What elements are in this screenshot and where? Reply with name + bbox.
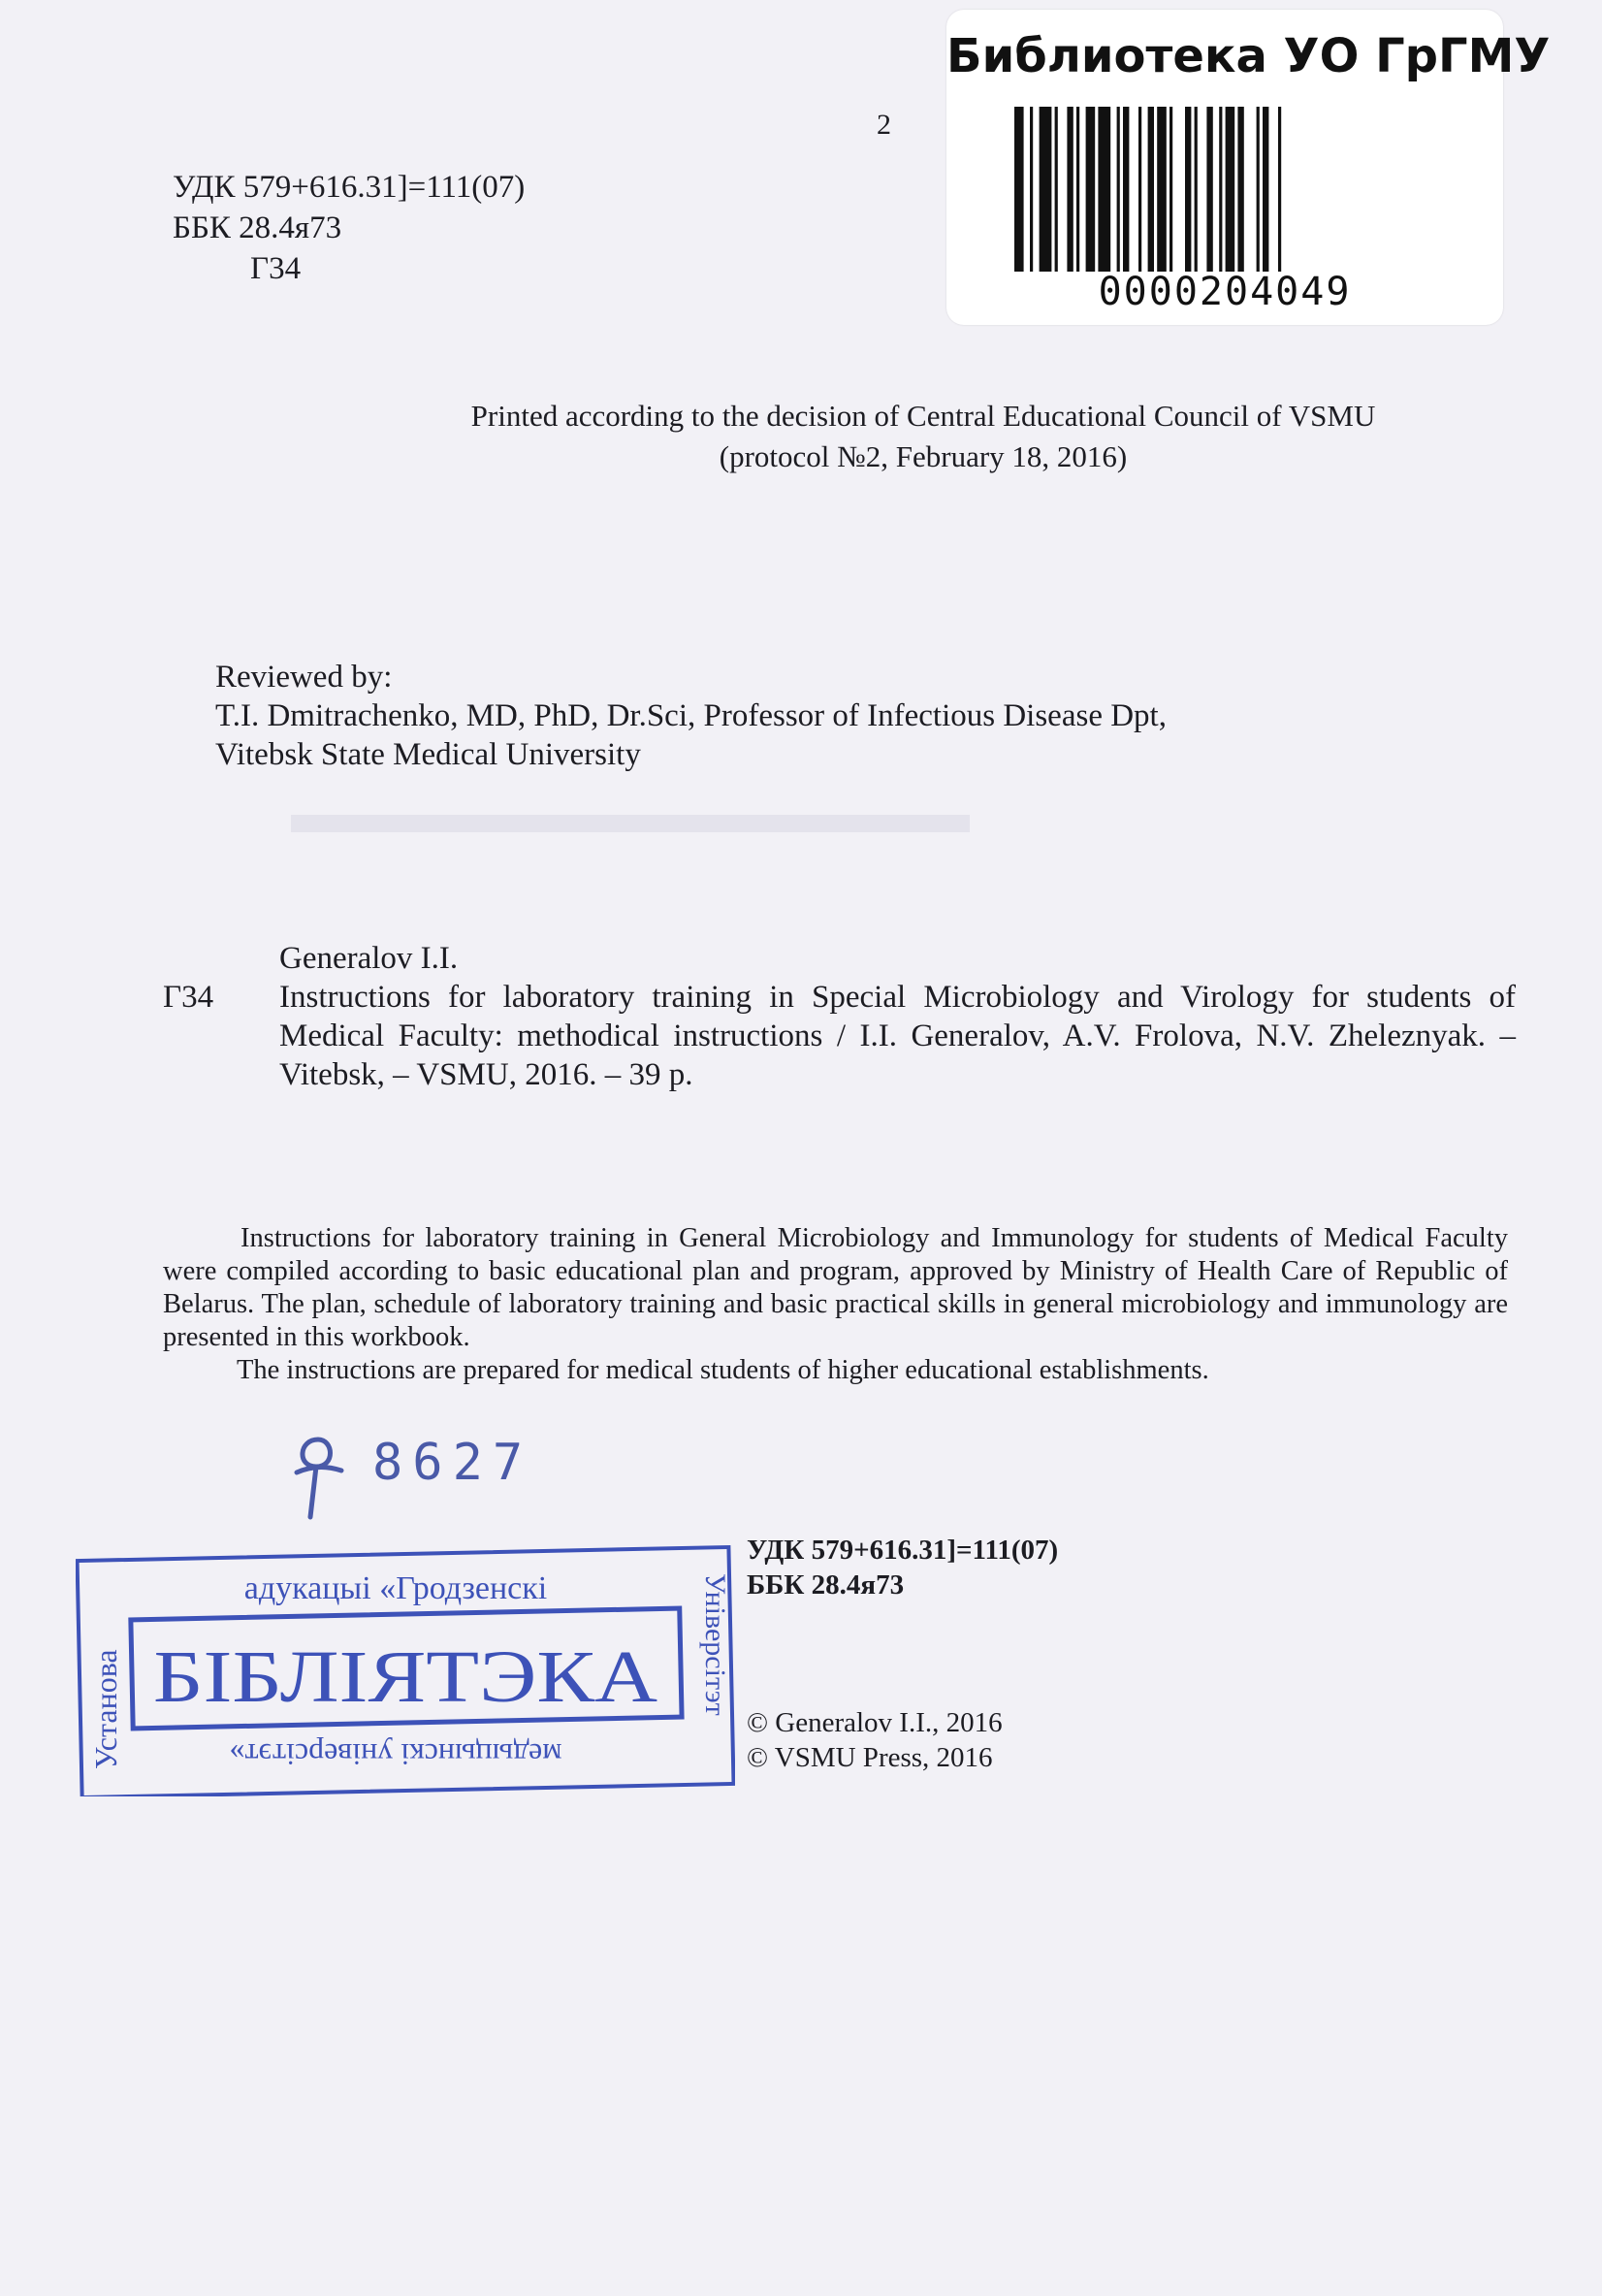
barcode-bar <box>1030 107 1033 272</box>
barcode-bar <box>1086 107 1096 272</box>
barcode-bar <box>1195 107 1198 272</box>
bleed-through-title <box>291 795 970 867</box>
stamp-top-text: адукацыі «Гродзенскі <box>243 1570 548 1606</box>
stamp-right-text: Універсітэт <box>699 1573 731 1716</box>
classification-codes-bottom <box>747 1533 1058 1602</box>
barcode-bar <box>1237 107 1243 272</box>
abstract-paragraph-1: Instructions for laboratory training in General Microbiology and Immunology for students of Medical Faculty were compiled according to basic educational plan and program, approved by Ministry of Health Care of Republic of Belarus. The plan, schedule of laboratory training and basic practical skills in general microbiology and immunology are presented in this workbook. <box>163 1223 1508 1352</box>
barcode-bar <box>1098 107 1110 272</box>
barcode-bar <box>1219 107 1222 272</box>
reviewed-heading: Reviewed by: <box>215 660 393 695</box>
udk-code: УДК 579+616.31]=111(07) <box>173 170 526 205</box>
inventory-number: 8627 <box>372 1434 533 1492</box>
bleed-through-mark <box>291 795 970 854</box>
barcode-bar <box>1185 107 1191 272</box>
page-number: 2 <box>877 109 891 141</box>
copyright-author: © Generalov I.I., 2016 <box>747 1707 1003 1738</box>
printed-decision <box>0 396 1602 477</box>
barcode-bar <box>1206 107 1212 272</box>
bib-author-mark: Г34 <box>163 980 214 1015</box>
barcode-sticker <box>946 10 1551 325</box>
abstract-paragraph-2: The instructions are prepared for medical students of higher educational establishments. <box>237 1355 1209 1385</box>
bib-author: Generalov I.I. <box>279 941 459 976</box>
library-stamp <box>76 1544 735 1796</box>
stamp-center-text: БІБЛІЯТЭКА <box>153 1636 658 1718</box>
reviewers-section <box>215 658 1167 774</box>
barcode-bar <box>1157 107 1167 272</box>
stamp-bottom-text: медыцынскі універсітэт» <box>229 1737 562 1772</box>
barcode-bar <box>1014 107 1024 272</box>
classification-codes-top <box>173 167 525 289</box>
abstract <box>163 1222 1508 1387</box>
bbk-code-bottom: ББК 28.4я73 <box>747 1569 905 1601</box>
bibliographic-record <box>163 939 1516 1094</box>
bbk-code: ББК 28.4я73 <box>173 210 342 245</box>
barcode-bar <box>1226 107 1235 272</box>
barcode-icon <box>1014 102 1388 291</box>
barcode-bar <box>1076 107 1079 272</box>
copyright-publisher: © VSMU Press, 2016 <box>747 1742 993 1773</box>
barcode-bar <box>1123 107 1129 272</box>
barcode-number: 0000204049 <box>1098 270 1352 314</box>
copyright <box>747 1705 1003 1775</box>
printed-decision-line-2: (protocol №2, February 18, 2016) <box>719 439 1128 473</box>
barcode-bar <box>1148 107 1154 272</box>
udk-code-bottom: УДК 579+616.31]=111(07) <box>747 1535 1059 1566</box>
bib-description: Instructions for laboratory training in Special Microbiology and Virology for students of Medical Faculty: methodical instructions / I.I. Generalov, A.V. Frolova, N.V. Zheleznyak. – Vitebsk, – VSMU, 2016. – 39 p. <box>279 980 1516 1092</box>
barcode-bar <box>1055 107 1058 272</box>
barcode-bar <box>1257 107 1260 272</box>
barcode-bar <box>1263 107 1268 272</box>
barcode-bar <box>1278 107 1281 272</box>
barcode-bar <box>1067 107 1073 272</box>
printed-decision-line-1: Printed according to the decision of Central Educational Council of VSMU <box>470 399 1376 433</box>
barcode-bar <box>1138 107 1141 272</box>
stamp-left-text: Установа <box>88 1649 123 1769</box>
barcode-bar <box>1169 107 1172 272</box>
author-mark: Г34 <box>250 251 302 286</box>
barcode-library-name: Библиотека УО ГрГМУ <box>946 29 1551 83</box>
inventory-mark-icon <box>289 1434 347 1521</box>
reviewer-name: T.I. Dmitrachenko, MD, PhD, Dr.Sci, Professor of Infectious Disease Dpt, <box>215 698 1167 733</box>
barcode-bar <box>1117 107 1120 272</box>
barcode-bar <box>1040 107 1052 272</box>
reviewer-affiliation: Vitebsk State Medical University <box>215 737 641 772</box>
